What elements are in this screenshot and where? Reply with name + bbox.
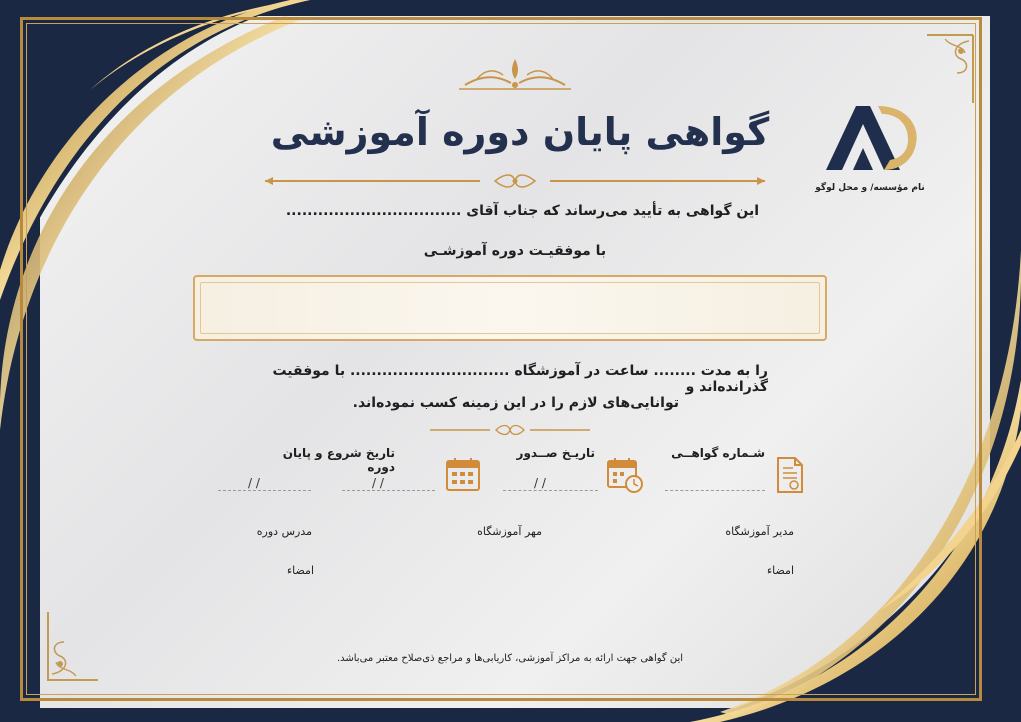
logo-caption: نام مؤسسه/ و محل لوگو <box>815 183 925 193</box>
start-end-date-label: تاریخ شروع و پایان دوره <box>282 446 395 474</box>
director-signature[interactable]: امضاء <box>766 564 794 577</box>
course-intro-line: با موفقیـت دوره آموزشـی <box>423 243 607 259</box>
certificate-number-label: شـماره گواهــی <box>671 446 765 460</box>
issue-date-label: تاریـخ صــدور <box>516 446 595 460</box>
duration-line: را به مدت ........ ساعت در آموزشگاه .............................. با موفقیت گذرانده‌اند و <box>272 363 768 395</box>
calendar-clock-icon <box>606 456 644 494</box>
start-date-slashes: / / <box>248 476 260 490</box>
course-name-box[interactable] <box>193 275 827 341</box>
end-date-slashes: / / <box>372 476 384 490</box>
calendar-icon <box>445 456 481 492</box>
certificate-number-field[interactable] <box>665 490 765 491</box>
institution-logo <box>820 100 920 175</box>
seal-label: مهر آموزشگاه <box>477 525 542 538</box>
issue-date-slashes: / / <box>534 476 546 490</box>
director-label: مدیر آموزشگاه <box>725 525 794 538</box>
instructor-label: مدرس دوره <box>256 525 312 538</box>
corner-ornament-icon <box>46 610 100 682</box>
start-date-field[interactable] <box>218 490 311 491</box>
issue-date-field[interactable] <box>503 490 598 491</box>
section-divider-icon <box>430 424 590 436</box>
validity-footer: این گواهی جهت ارائه به مراکز آموزشی، کاریابی‌ها و مراجع ذی‌صلاح معتبر می‌باشد. <box>336 653 684 664</box>
recipient-line: این گواهی به تأیید می‌رساند که جناب آقای ................................. <box>285 203 759 219</box>
instructor-signature[interactable]: امضاء <box>286 564 314 577</box>
end-date-field[interactable] <box>342 490 435 491</box>
top-flourish-icon <box>455 55 575 95</box>
certificate-icon <box>775 456 805 494</box>
abilities-line: توانایی‌های لازم را در این زمینه کسب نموده‌اند. <box>352 395 679 411</box>
corner-ornament-icon <box>925 33 975 105</box>
certificate-title: گواهی پایان دوره آموزشی <box>270 110 770 154</box>
title-divider-icon <box>265 173 765 189</box>
